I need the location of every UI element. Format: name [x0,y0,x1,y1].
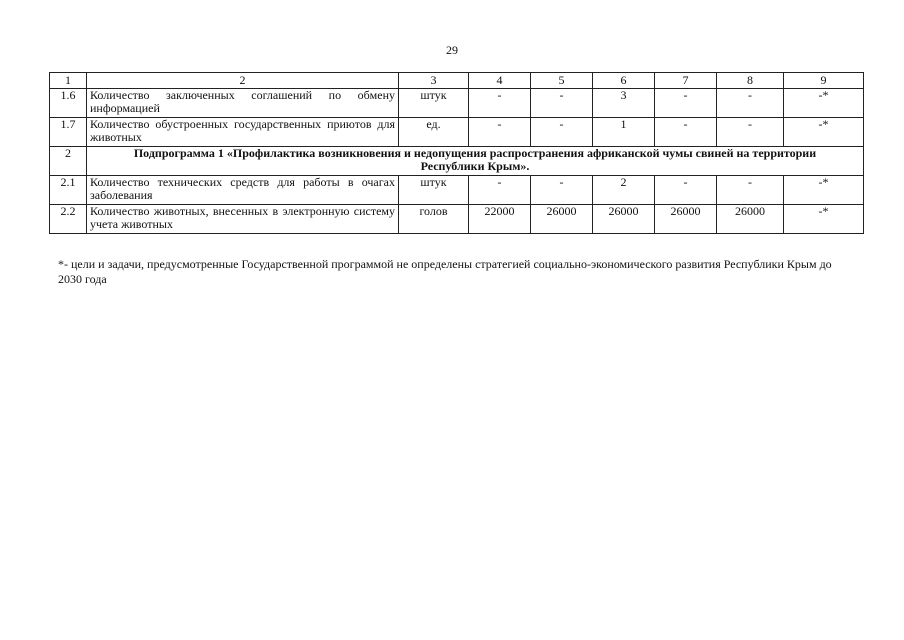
row-value: - [531,89,593,118]
table-row [50,89,864,118]
column-header: 2 [87,73,399,89]
column-header: 9 [784,73,864,89]
row-number: 1.6 [50,89,87,118]
row-value: -* [784,89,864,118]
table-header-row [50,73,864,89]
row-value: - [469,118,531,147]
section-number: 2 [50,147,87,176]
column-header: 1 [50,73,87,89]
column-header: 5 [531,73,593,89]
column-header: 8 [717,73,784,89]
row-value: -* [784,205,864,234]
row-value: - [717,118,784,147]
row-value: 26000 [717,205,784,234]
row-value: - [531,176,593,205]
row-value: - [469,89,531,118]
page-number: 29 [446,43,458,57]
row-value: -* [784,118,864,147]
row-value: 26000 [593,205,655,234]
row-unit: штук [399,89,469,118]
column-header: 4 [469,73,531,89]
row-value: 26000 [531,205,593,234]
row-value: 22000 [469,205,531,234]
row-value: - [717,176,784,205]
row-description: Количество животных, внесенных в электронную систему учета животных [87,205,399,234]
row-description: Количество обустроенных государственных приютов для животных [87,118,399,147]
row-description: Количество технических средств для работы в очагах заболевания [87,176,399,205]
row-value: - [469,176,531,205]
row-value: - [717,89,784,118]
row-number: 2.1 [50,176,87,205]
table-row [50,205,864,234]
row-unit: штук [399,176,469,205]
row-number: 2.2 [50,205,87,234]
column-header: 3 [399,73,469,89]
row-description: Количество заключенных соглашений по обмену информацией [87,89,399,118]
indicators-table [49,72,864,234]
row-number: 1.7 [50,118,87,147]
row-value: 2 [593,176,655,205]
row-unit: ед. [399,118,469,147]
row-value: 3 [593,89,655,118]
row-value: - [655,176,717,205]
row-value: - [655,89,717,118]
row-unit: голов [399,205,469,234]
row-value: - [655,118,717,147]
row-value: - [531,118,593,147]
section-title: Подпрограмма 1 «Профилактика возникновения и недопущения распространения африканской чумы свиней на территории Республики Крым». [87,147,864,176]
table-row [50,176,864,205]
row-value: 26000 [655,205,717,234]
table-row [50,118,864,147]
row-value: -* [784,176,864,205]
footnote: *- цели и задачи, предусмотренные Государственной программой не определены стратегией социально-экономического развития Республики Крым до 2030 года [58,257,832,286]
column-header: 6 [593,73,655,89]
column-header: 7 [655,73,717,89]
section-row [50,147,864,176]
row-value: 1 [593,118,655,147]
